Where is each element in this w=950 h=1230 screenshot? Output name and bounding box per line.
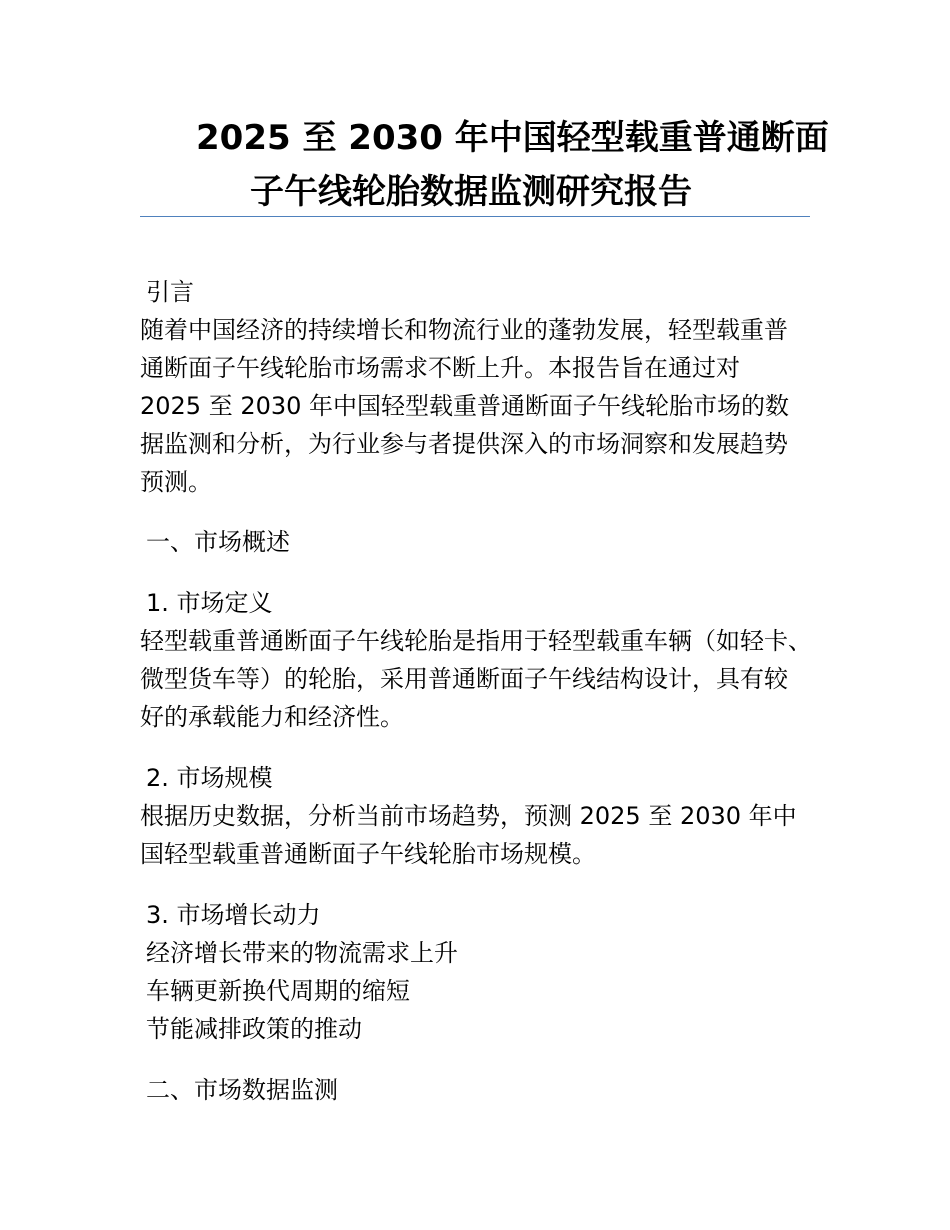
definition-heading: 1. 市场定义 (146, 589, 273, 617)
definition-line-2: 微型货车等）的轮胎，采用普通断面子午线结构设计，具有较 (140, 665, 788, 693)
scale-line-1: 根据历史数据，分析当前市场趋势，预测 2025 至 2030 年中 (140, 802, 797, 830)
definition-line-3: 好的承载能力和经济性。 (140, 703, 404, 731)
driver-item-1: 经济增长带来的物流需求上升 (146, 939, 458, 967)
scale-heading: 2. 市场规模 (146, 764, 273, 792)
section-1-heading: 一、市场概述 (146, 528, 290, 556)
intro-line-5: 预测。 (140, 468, 212, 496)
intro-line-2: 通断面子午线轮胎市场需求不断上升。本报告旨在通过对 (140, 354, 740, 382)
driver-item-3: 节能减排政策的推动 (146, 1015, 362, 1043)
definition-line-1: 轻型载重普通断面子午线轮胎是指用于轻型载重车辆（如轻卡、 (140, 627, 812, 655)
title-block (140, 112, 829, 217)
scale-line-2: 国轻型载重普通断面子午线轮胎市场规模。 (140, 840, 596, 868)
driver-item-2: 车辆更新换代周期的缩短 (146, 977, 410, 1005)
intro-line-1: 随着中国经济的持续增长和物流行业的蓬勃发展，轻型载重普 (140, 316, 788, 344)
intro-line-3: 2025 至 2030 年中国轻型载重普通断面子午线轮胎市场的数 (140, 392, 790, 420)
intro-heading: 引言 (146, 278, 194, 306)
drivers-heading: 3. 市场增长动力 (146, 901, 321, 929)
section-2-heading: 二、市场数据监测 (146, 1076, 338, 1104)
intro-line-4: 据监测和分析，为行业参与者提供深入的市场洞察和发展趋势 (140, 430, 788, 458)
report-title-line-1: 2025 至 2030 年中国轻型载重普通断面 (196, 118, 829, 158)
report-title-line-2: 子午线轮胎数据监测研究报告 (250, 172, 692, 212)
